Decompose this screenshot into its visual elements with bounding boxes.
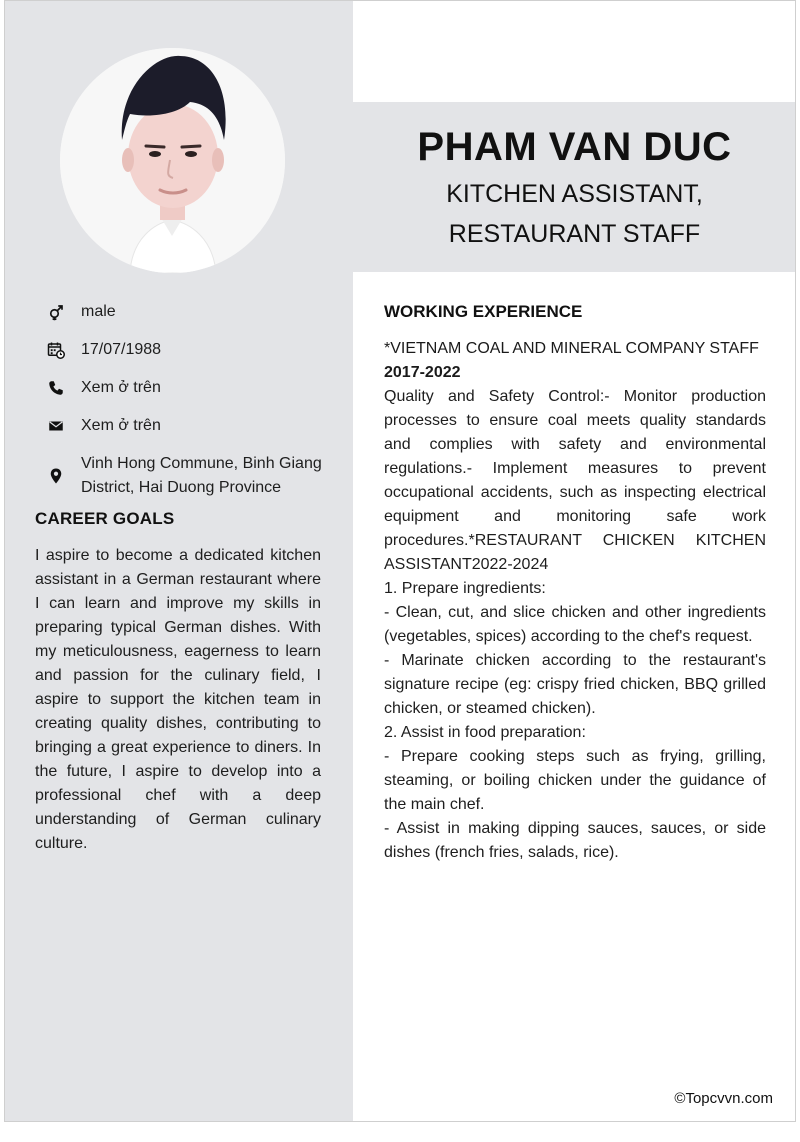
envelope-icon xyxy=(45,415,67,437)
job-description: Quality and Safety Control:- Monitor production processes to ensure coal meets quality standards and complies with safety and environmental regulations.- Implement measures to prevent occupational accidents, such as inspecting electrical equipment and monitoring safe work procedures.*RESTAURANT CHICKEN KITCHEN ASSISTANT2022-2024 1. Prepare ingredients: - Clean, cut, and slice chicken and other ingredients (vegetables, spices) according to the chef's request. - Marinate chicken according to the restaurant's signature recipe (eg: crispy fried chicken, BBQ grilled chicken, or steamed chicken). 2. Assist in food preparation: - Prepare cooking steps such as frying, grilling, steaming, or boiling chicken under the guidance of the main chef. - Assist in making dipping sauces, sauces, or side dishes (french fries, salads, rice). xyxy=(384,388,766,861)
calendar-icon xyxy=(45,339,67,361)
gender-value: male xyxy=(81,303,116,320)
address-row xyxy=(45,447,325,505)
experience-heading: WORKING EXPERIENCE xyxy=(384,302,583,321)
candidate-name: PHAM VAN DUC xyxy=(417,125,732,169)
birthday-row xyxy=(45,331,325,369)
phone-row xyxy=(45,369,325,407)
sidebar xyxy=(5,1,353,1122)
job-period: 2017-2022 xyxy=(384,364,461,381)
cv-page xyxy=(4,0,796,1122)
phone-icon xyxy=(45,377,67,399)
portrait-illustration xyxy=(60,48,285,273)
header-banner xyxy=(353,102,796,272)
birthday-value: 17/07/1988 xyxy=(81,341,162,358)
phone-value[interactable]: Xem ở trên xyxy=(81,379,161,396)
profile-photo xyxy=(60,48,285,273)
email-value[interactable]: Xem ở trên xyxy=(81,417,161,434)
address-value: Vinh Hong Commune, Binh Giang District, Hai Duong Province xyxy=(81,455,322,496)
contact-info xyxy=(45,293,325,505)
gender-row xyxy=(45,293,325,331)
email-row xyxy=(45,407,325,445)
experience-section xyxy=(384,301,766,865)
job-company: *VIETNAM COAL AND MINERAL COMPANY STAFF xyxy=(384,340,759,357)
career-goals-heading: CAREER GOALS xyxy=(35,509,175,528)
gender-icon xyxy=(45,301,67,323)
candidate-position: KITCHEN ASSISTANT, RESTAURANT STAFF xyxy=(446,180,703,248)
location-pin-icon xyxy=(45,465,67,487)
copyright-footer: ©Topcvvn.com xyxy=(674,1090,773,1107)
career-goals-text: I aspire to become a dedicated kitchen assistant in a German restaurant where I can learn and improve my skills in preparing typical German dishes. With my meticulousness, eagerness to learn and passion for the culinary field, I aspire to support the kitchen team in creating quality dishes, contributing to bringing a great experience to diners. In the future, I aspire to develop into a professional chef with a deep understanding of German culinary culture. xyxy=(35,547,321,852)
